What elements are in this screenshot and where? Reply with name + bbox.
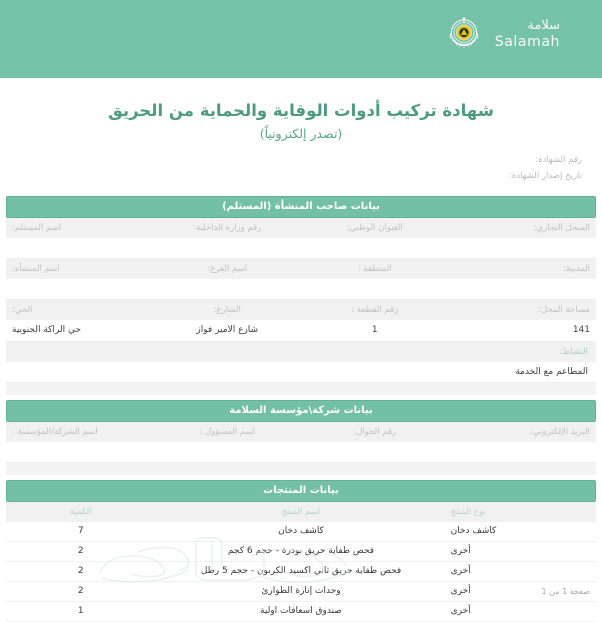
cell-quantity: 2 <box>77 566 84 577</box>
owner-row2-values <box>6 279 596 300</box>
owner-fields <box>6 218 596 383</box>
owner-row1-labels <box>6 218 596 238</box>
owner-row2-labels <box>6 259 596 279</box>
cell-product-name: فحص طفاية حريق ثاني اكسيد الكربون - حجم 5 رطل <box>200 566 402 577</box>
table-row <box>6 602 596 622</box>
cell-product-type: أخرى <box>450 586 471 597</box>
table-row <box>6 562 596 582</box>
field-label-interior-ministry-number: رقم وزارة الداخلية: <box>193 222 262 233</box>
safety-company-fields <box>6 422 596 463</box>
field-value-street: شارع الامير فواز <box>196 325 259 336</box>
field-label-city: المدينة: <box>563 263 590 274</box>
cell-quantity: 2 <box>77 586 84 597</box>
cell-quantity: 7 <box>77 526 84 537</box>
field-value-email <box>449 442 597 462</box>
cell-product-name: وحدات إنارة الطوارئ <box>261 586 341 597</box>
field-label-district: الحي: <box>12 304 33 315</box>
field-value-city <box>449 279 597 299</box>
saudi-civil-defense-emblem-icon <box>443 14 485 56</box>
field-value-company-name <box>6 442 154 462</box>
field-value-recipient-name <box>6 238 154 258</box>
field-value-region <box>301 279 449 299</box>
section-title-owner: بيانات صاحب المنشأة (المستلم) <box>222 201 380 213</box>
brand-text <box>495 18 560 52</box>
page-header-banner <box>0 0 602 78</box>
cell-product-type: كاشف دخان <box>450 526 497 537</box>
owner-row1-values <box>6 238 596 259</box>
owner-row3-labels <box>6 300 596 320</box>
field-label-email: البريد الإلكتروني: <box>530 426 590 437</box>
cell-quantity: 2 <box>77 546 84 557</box>
column-header-quantity: الكمية <box>69 506 92 517</box>
page-subtitle: (تصدر إلكترونياً) <box>259 126 343 142</box>
field-value-interior-ministry-number <box>154 238 302 258</box>
section-title-products: بيانات المنتجات <box>263 485 339 497</box>
products-table <box>6 502 596 622</box>
field-value-mobile-number <box>301 442 449 462</box>
brand-lockup <box>443 14 560 56</box>
brand-name-en: Salamah <box>494 34 560 51</box>
page-footer: صفحة 1 من 1 <box>541 587 590 596</box>
cell-product-name: صندوق اسعافات اولية <box>260 606 342 617</box>
field-value-activity: المطاعم مع الخدمة <box>515 366 588 377</box>
field-label-responsible-name: اسم المسؤول : <box>199 426 256 437</box>
field-label-street: الشارع: <box>213 304 241 315</box>
field-label-region: المنطقة : <box>357 263 392 274</box>
cell-product-type: أخرى <box>450 546 471 557</box>
page-title-block <box>0 78 602 151</box>
page-title: شهادة تركيب أدوات الوقاية والحماية من الحريق <box>108 101 494 120</box>
products-table-header <box>6 502 596 522</box>
table-row <box>6 522 596 542</box>
field-label-branch-name: اسم الفرع: <box>207 263 248 274</box>
section-spacer-2 <box>6 463 596 475</box>
cell-product-name: فحص طفاية حريق بودرة - حجم 6 كجم <box>227 546 375 557</box>
field-value-facility-name <box>6 279 154 299</box>
owner-activity-label-row <box>6 342 596 362</box>
field-value-district: حي الراكة الجنوبية <box>12 325 82 336</box>
cell-quantity: 1 <box>77 606 84 617</box>
field-label-facility-name: اسم المنشأة: <box>12 263 60 274</box>
field-value-branch-name <box>154 279 302 299</box>
safety-company-row1-values <box>6 442 596 463</box>
field-label-activity: النشاط: <box>559 346 588 357</box>
cell-product-type: أخرى <box>450 606 471 617</box>
owner-activity-value-row <box>6 362 596 383</box>
field-label-national-address: العنوان الوطني: <box>346 222 403 233</box>
table-row <box>6 582 596 602</box>
section-header-safety-company <box>6 400 596 422</box>
section-header-products <box>6 480 596 502</box>
section-spacer-1 <box>6 383 596 395</box>
field-value-responsible-name <box>154 442 302 462</box>
owner-row3-values <box>6 320 596 342</box>
field-value-commercial-register <box>449 238 597 258</box>
certificate-meta <box>0 151 602 190</box>
safety-company-row1-labels <box>6 422 596 442</box>
field-label-recipient-name: اسم المستلم: <box>12 222 62 233</box>
field-label-shop-area: مساحة المحل: <box>538 304 590 315</box>
certificate-number-label: رقم الشهادة: <box>535 155 582 166</box>
section-header-owner <box>6 196 596 218</box>
field-value-plot-number: 1 <box>371 325 378 336</box>
field-label-plot-number: رقم القطعة : <box>351 304 399 315</box>
field-label-company-name: اسم الشركة/المؤسسة : <box>12 426 98 437</box>
cell-product-type: أخرى <box>450 566 471 577</box>
column-header-product-name: اسم المنتج <box>281 506 321 517</box>
field-label-mobile-number: رقم الجوال: <box>353 426 397 437</box>
field-label-commercial-register: السجل التجاري: <box>533 222 590 233</box>
field-value-shop-area: 141 <box>572 325 590 336</box>
certificate-issue-date-label: تاريخ إصدار الشهادة: <box>509 170 582 181</box>
column-header-product-type: نوع المنتج <box>450 506 486 517</box>
section-title-safety-company: بيانات شركة\مؤسسة السلامة <box>229 405 373 417</box>
cell-product-name: كاشف دخان <box>278 526 324 537</box>
brand-name-ar: سلامة <box>527 18 560 34</box>
table-row <box>6 542 596 562</box>
field-value-national-address <box>301 238 449 258</box>
